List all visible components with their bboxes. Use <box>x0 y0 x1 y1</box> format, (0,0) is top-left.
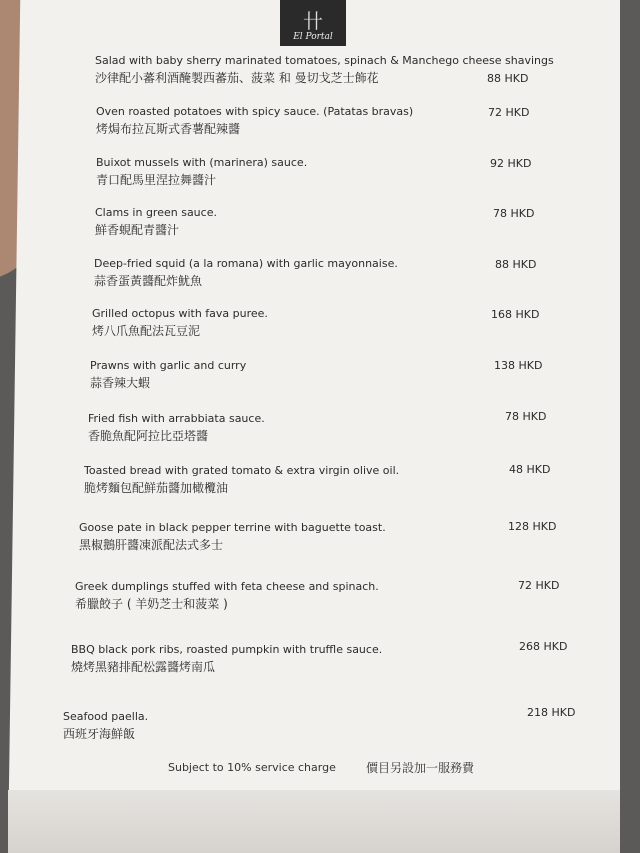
item-name-zh: 香脆魚配阿拉比亞塔醬 <box>88 429 209 443</box>
menu-item-goose-pate <box>79 521 386 553</box>
menu-item-paella <box>63 710 148 742</box>
menu-item-clams <box>95 206 217 238</box>
item-name-en: Toasted bread with grated tomato & extra virgin olive oil. <box>84 464 400 477</box>
service-charge-zh: 價目另設加一服務費 <box>366 761 475 775</box>
menu-item-dumplings <box>75 580 379 612</box>
menu-item-bread <box>84 464 399 496</box>
menu-item-fried-fish <box>88 412 265 444</box>
item-name-zh: 西班牙海鮮飯 <box>63 727 136 741</box>
item-name-en: Buixot mussels with (marinera) sauce. <box>96 156 308 169</box>
item-price: 78 HKD <box>505 410 547 423</box>
logo-text: El Portal <box>293 32 333 42</box>
menu-item-octopus <box>92 307 268 339</box>
item-price: 72 HKD <box>518 579 560 592</box>
item-price: 168 HKD <box>491 308 540 321</box>
item-name-zh: 沙律配小蕃利酒醃製西蕃茄、菠菜 和 曼切戈芝士飾花 <box>95 71 379 85</box>
item-name-en: Greek dumplings stuffed with feta cheese and spinach. <box>75 580 379 593</box>
item-name-zh: 黑椒鵝肝醬凍派配法式多士 <box>79 538 224 552</box>
item-name-en: Goose pate in black pepper terrine with baguette toast. <box>79 521 386 534</box>
item-name-en: Oven roasted potatoes with spicy sauce. (Patatas bravas) <box>96 105 414 118</box>
item-name-zh: 烤焗布拉瓦斯式香薯配辣醬 <box>96 122 241 136</box>
item-price: 268 HKD <box>519 640 568 653</box>
item-name-zh: 燒烤黑豬排配松露醬烤南瓜 <box>71 660 216 674</box>
item-name-en: Salad with baby sherry marinated tomatoes, spinach & Manchego cheese shavings <box>95 54 554 67</box>
item-name-zh: 鮮香蜆配青醬汁 <box>95 223 180 237</box>
item-name-zh: 烤八爪魚配法瓦豆泥 <box>92 324 201 338</box>
item-name-en: Prawns with garlic and curry <box>90 359 247 372</box>
menu-item-salad <box>95 54 554 86</box>
menu-item-squid <box>94 257 398 289</box>
item-name-en: Seafood paella. <box>63 710 149 723</box>
item-name-en: Deep-fried squid (a la romana) with garlic mayonnaise. <box>94 257 398 270</box>
menu-item-prawns <box>90 359 246 391</box>
logo-mark-icon: 卄 <box>303 9 323 33</box>
paper-bottom-shade <box>8 790 620 853</box>
item-name-en: BBQ black pork ribs, roasted pumpkin with truffle sauce. <box>71 643 383 656</box>
item-name-zh: 脆烤麵包配鮮茄醬加橄欖油 <box>84 481 229 495</box>
restaurant-logo <box>280 0 346 46</box>
item-name-zh: 蒜香辣大蝦 <box>90 376 151 390</box>
item-price: 218 HKD <box>527 706 576 719</box>
item-price: 72 HKD <box>488 106 530 119</box>
item-name-en: Clams in green sauce. <box>95 206 217 219</box>
item-price: 138 HKD <box>494 359 543 372</box>
item-price: 48 HKD <box>509 463 551 476</box>
item-price: 88 HKD <box>495 258 537 271</box>
item-price: 88 HKD <box>487 72 529 85</box>
item-name-zh: 希臘餃子 ( 羊奶芝士和菠菜 ) <box>75 597 228 611</box>
item-name-zh: 青口配馬里涅拉舞醬汁 <box>96 173 217 187</box>
menu-item-potatoes <box>96 105 413 137</box>
item-name-en: Grilled octopus with fava puree. <box>92 307 268 320</box>
item-price: 92 HKD <box>490 157 532 170</box>
service-charge-en: Subject to 10% service charge <box>168 761 336 774</box>
item-name-zh: 蒜香蛋黃醬配炸魷魚 <box>94 274 203 288</box>
menu-item-mussels <box>96 156 307 188</box>
item-price: 128 HKD <box>508 520 557 533</box>
item-price: 78 HKD <box>493 207 535 220</box>
menu-item-pork-ribs <box>71 643 382 675</box>
item-name-en: Fried fish with arrabbiata sauce. <box>88 412 265 425</box>
